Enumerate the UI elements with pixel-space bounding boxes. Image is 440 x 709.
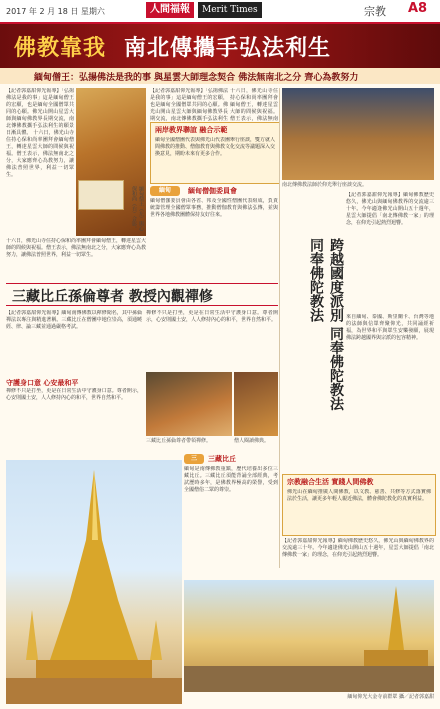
right-column-headline-2: 同奉佛陀教法 <box>308 238 324 322</box>
committee-sticker: 緬甸 <box>150 186 180 196</box>
article-top-body: 十六日，佛光山寺住持心保和尚率團拜會緬甸僧王，轉達星雲大師的問候與祝福。僧王表示，佛法無南北之分，大家應齊心為教努力，讓佛法普照世界，利益一切眾生。 <box>6 238 146 258</box>
newspaper-logo: 人間福報 <box>146 2 194 18</box>
seminar-photo <box>282 88 434 180</box>
crowd-photo <box>184 580 434 692</box>
tripitaka-text: 緬甸是南傳佛教重鎮，歷代培養出多位三藏比丘。三藏比丘須能背誦全部經典，考試歷時多年，是佛教界極高的榮譽，受到全國僧俗二眾的尊崇。 <box>184 466 278 493</box>
practice-box-kicker: 宗教融合生活 實踐人間佛教 <box>287 478 374 486</box>
right-lead-text: 【記者郭嘉甜仰光報導】緬甸佛教歷史悠久，佛光山與緬甸佛教界的交流逾三十年。今年適逢佛光山開山五十週年，星雲大師提倡「南北傳佛教一家」的理念，在仰光引起熱烈迴響。 <box>346 192 434 226</box>
gift-plaque-photo <box>78 180 124 210</box>
article-mid-body-2: 禪修不只是打坐，更是在日常生活中守護身口意。尊者開示，心安則國土安，人人修持內心的和平，世界自然和平。 <box>146 310 278 323</box>
tripitaka-sticker: 三 <box>184 454 204 464</box>
tripitaka-kicker: 三藏比丘 <box>208 455 236 463</box>
right-body-text: 來自緬甸、泰國、斯里蘭卡、台灣等地的法師與信眾齊聚仰光，共同誦經祈福，為世界和平與眾生安樂發願，展現佛法跨越國界與宗派的包容精神。 <box>346 314 434 341</box>
right-closing-text: 【記者郭嘉甜仰光報導】緬甸佛教歷史悠久，佛光山與緬甸佛教界的交流逾三十年。今年適逢佛光山開山五十週年，星雲大師提倡「南北傳佛教一家」的理念，在仰光引起熱烈迴響。 <box>282 538 434 558</box>
article-mid-body: 【記者郭嘉甜仰光報導】緬甸南傳佛教以禪修聞名，其中孫倫禪法以專注與精進著稱。三藏比丘在僧團中地位崇高，須通曉經、律、論三藏並通過嚴格考試。 <box>6 310 142 330</box>
article-top-lead: 【記者郭嘉甜仰光報導】「弘揚佛法是我的事」這是緬甸僧王的宏願，也是緬甸全國僧眾共同的心願。佛光山開山星雲大師與緬甸佛教界長期交流，南北傳佛教攜手弘法利生的願景日漸具體。 十六日，佛光山寺住持心保和尚率團拜會緬甸僧王，轉達星雲大師的問候與祝福。僧王表示，佛法無南北之分，大家應齊心為教努力，讓佛法普照世界，利益一切眾生。 <box>6 88 74 178</box>
committee-text: 緬甸僧伽委員會由各省、邦及全國性僧團代表組成，負責統籌管理全國僧眾事務，推動僧伽教育與佛法弘傳，並與世界各地佛教團體保持友好往來。 <box>150 198 278 218</box>
golden-pagoda-icon <box>6 460 182 704</box>
seminar-photo-caption: 南北傳佛教法師於仰光舉行座談交流。 <box>282 182 368 188</box>
headline-teacher: 三藏比丘孫倫尊者 教授內觀禪修 <box>12 289 213 305</box>
portrait-caption: 緬甸僧王（左）與心保和尚（右）合影。 <box>131 186 144 231</box>
right-column-headline: 跨越國度派別 同奉佛陀教法 <box>328 238 344 411</box>
exchange-box-kicker: 兩岸教界聯誼 融合示範 <box>155 126 228 134</box>
section-rule-2 <box>6 305 278 306</box>
pagoda-photo <box>6 460 182 704</box>
reading-caption: 僧人閱讀佛典。 <box>234 438 270 444</box>
page-number: A8 <box>408 1 428 16</box>
headline-left: 佛教靠我 <box>14 35 107 61</box>
column-divider <box>279 88 280 568</box>
subheadline-bar <box>0 68 440 84</box>
exchange-box <box>150 122 280 184</box>
mind-box-text: 禪修不只是打坐，更是在日常生活中守護身口意。尊者開示，心安則國土安，人人修持內心的和平，世界自然和平。 <box>6 388 142 401</box>
article-top-middle-text-2: 十六日，佛光山寺住持心保和尚率團拜會緬甸僧王，轉達星雲大師的問候與祝福。僧王表示，佛法無南 <box>230 88 278 122</box>
headline-right: 南北傳攜手弘法利生 <box>124 35 332 61</box>
subheadline: 緬甸僧王：弘揚佛法是我的事 與星雲大師理念契合 佛法無南北之分 齊心為教努力 <box>34 73 359 83</box>
section-rule <box>6 283 278 284</box>
masthead <box>0 0 440 24</box>
exchange-box-text: 緬甸全國僧團代表與佛光山代表團舉行座談，雙方就人間佛教的推動、僧伽教育與佛教文化交流等議題深入交換意見，期盼未來有更多合作。 <box>155 137 276 157</box>
issue-date: 2017 年 2 月 18 日 星期六 <box>6 7 105 16</box>
meditation-photo <box>146 372 232 436</box>
newspaper-logo-english: Merit Times <box>198 2 262 18</box>
reading-monk-photo <box>234 372 278 436</box>
meditation-caption: 三藏比丘孫倫尊者帶領禪修。 <box>146 438 212 444</box>
mind-box-kicker: 守護身口意 心安最和平 <box>6 379 79 387</box>
section-name: 宗教 <box>364 5 386 18</box>
committee-kicker: 緬甸僧伽委員會 <box>188 187 237 195</box>
temple-spire-icon <box>184 580 434 692</box>
bottom-photo-caption: 緬甸仰光大金寺前群眾 攝／記者郭嘉甜 <box>347 694 434 700</box>
article-top-middle-text: 【記者郭嘉甜仰光報導】「弘揚佛法是我的事」這是緬甸僧王的宏願，也是緬甸全國僧眾共同的心願。佛光山開山星雲大師與緬甸佛教界長期交流，南北傳佛教攜手弘法利生 <box>150 88 228 122</box>
headline-banner <box>0 24 440 68</box>
practice-box <box>282 474 436 536</box>
practice-box-text: 佛光山在緬甸推廣人間佛教，以文教、慈善、共修等方式落實佛法於生活，讓更多年輕人親近佛法，體會佛陀教化的真實利益。 <box>287 489 431 502</box>
right-body-narrow <box>282 312 304 472</box>
